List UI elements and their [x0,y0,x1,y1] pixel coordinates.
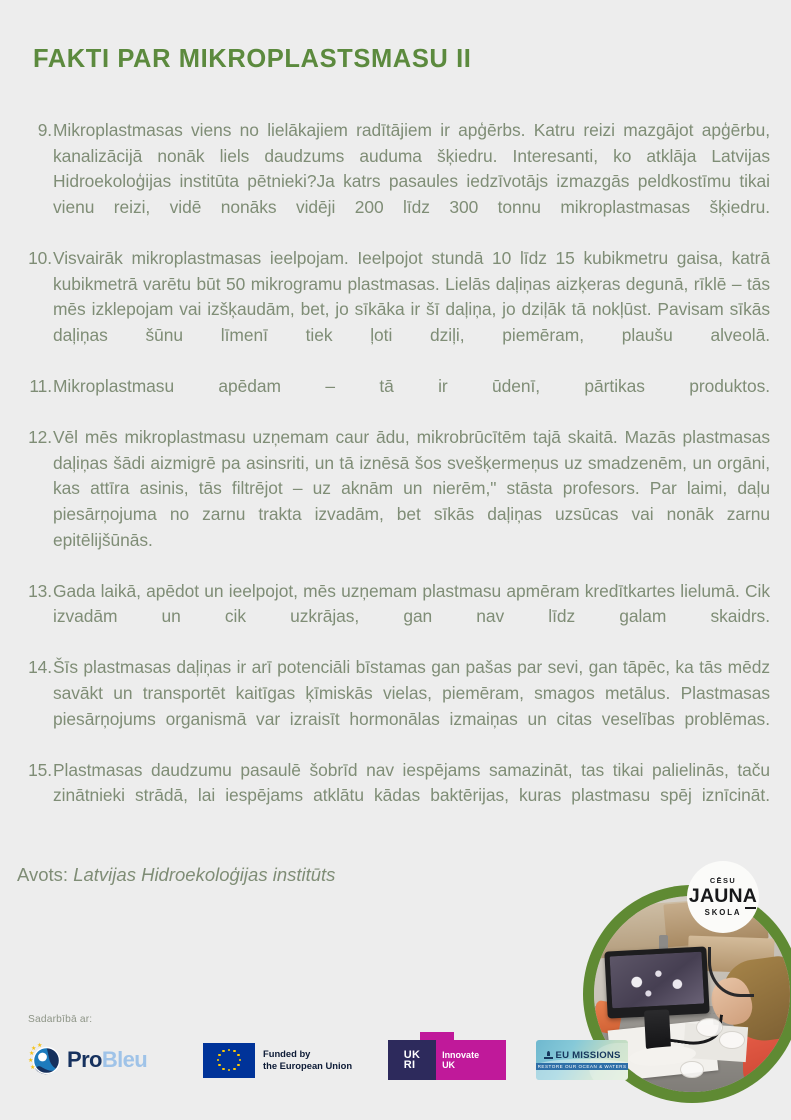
partners-label: Sadarbībā ar: [28,1014,93,1025]
list-item-text: Visvairāk mikroplastmasas ieelpojam. Ieelpojot stundā 10 līdz 15 kubikmetru gaisa, katrā kubikmetrā varētu būt 50 mikrogramu plastmasas. Lielās daļiņas aizķeras degunā, rīklē – tās mēs izklepojam vai izšķaudām, bet, jo sīkāka ir šī daļiņa, jo dziļāk tā nokļūst. Pavisam sīkās daļiņas šūnu līmenī tiek ļoti dziļi, piemēram, plaušu alveolā. [53,247,770,345]
school-logo [687,861,759,933]
ukri-letters-line2: RI [403,1059,416,1071]
innovate-uk-box [436,1040,506,1080]
photo-petri-dish [719,1031,745,1049]
list-item-number: 14. [28,657,52,678]
ukri-box [388,1040,436,1080]
source-line [17,864,335,886]
photo-screen [609,951,703,1008]
source-label: Avots: [17,864,69,885]
list-item [22,425,770,579]
page-title: FAKTI PAR MIKROPLASTSMASU II [33,45,472,73]
ukri-letters [404,1050,421,1071]
probleu-word-bleu: Bleu [101,1047,148,1072]
photo-monitor [604,946,709,1018]
list-item-number: 9. [37,120,52,140]
school-logo-middle [688,884,758,907]
probleu-wordmark [67,1047,147,1073]
eu-star-icon: ★ [28,1058,34,1064]
list-item-number: 12. [28,427,52,448]
eu-funding-line1: Funded by [263,1047,311,1059]
list-item-number: 13. [28,580,52,601]
photo-petri-dish [680,1061,704,1079]
list-item [22,758,770,835]
eu-star-icon: ★ [30,1065,36,1071]
eu-star-icon: ★ [29,1051,35,1057]
list-item [22,374,770,425]
eu-funding-text [263,1048,352,1073]
list-item-number: 10. [28,247,52,268]
eu-missions-content [536,1040,628,1080]
list-item [22,579,770,656]
probleu-logo [28,1038,173,1082]
eu-funding-logo [203,1043,352,1078]
eu-missions-subtitle: RESTORE OUR OCEAN & WATERS [536,1063,628,1071]
probleu-mark-icon [28,1042,64,1078]
list-item [22,118,770,246]
facts-list [22,118,770,835]
list-item [22,655,770,757]
list-item-text: Šīs plastmasas daļiņas ir arī potenciāli bīstamas gan pašas par sevi, gan tāpēc, ka tās mēdz savākt un transportēt kaitīgas ķīmiskās vielas, piemēram, smagos metālus. Plastmasas piesārņojums organismā var izraisīt hormonālas izmaiņas un citas veselības problēmas. [53,657,770,729]
macron-accent [745,907,756,909]
school-logo-middle-text: JAUNA [688,884,758,907]
eu-missions-title: EU MISSIONS [555,1049,621,1061]
eu-star-icon: ★ [37,1043,43,1049]
school-logo-bottom: SKOLA [704,908,742,918]
innovate-line1: Innovate [442,1050,480,1060]
partner-logos [28,1038,628,1082]
list-item-text: Vēl mēs mikroplastmasu uzņemam caur ādu, mikrobrūcītēm tajā skaitā. Mazās plastmasas daļiņas šādi aizmigrē pa asinsriti, un tā iznēsā šos svešķermeņus uz smadzenēm, un orgāni, kas attīra asinis, tās filtrējot – uz aknām un nierēm," stāsta profesors. Par laimi, daļu piesārņojuma no zarnu trakta izvadām, bet sīkās daļiņas uzsūcas vai nonāk zarnu epitēlijšūnās. [53,427,770,550]
list-item-text: Mikroplastmasas viens no lielākajiem radītājiem ir apģērbs. Katru reizi mazgājot apģērbu, kanalizācijā nonāk liels daudzums auduma šķiedru. Interesanti, ko atklāja Latvijas Hidroekoloģijas institūta pētnieki?Ja katrs pasaules iedzīvotājs izmazgās peldkostīmu tikai vienu reizi, vidē nonāks vidēji 200 līdz 300 tonnu mikroplastmasas šķiedru. [53,120,770,217]
eu-flag-icon [203,1043,255,1078]
ukri-innovate-logo [388,1040,506,1080]
list-item-number: 15. [28,759,52,780]
eu-funding-line2: the European Union [263,1060,353,1071]
eu-star-icon: ★ [31,1046,37,1052]
eu-missions-logo [536,1040,628,1080]
list-item-number: 11. [29,375,52,396]
water-drop-icon [544,1051,553,1060]
list-item-text: Gada laikā, apēdot un ieelpojot, mēs uzņemam plastmasu apmēram kredītkartes lielumā. Cik izvadām un cik uzkrājas, gan nav līdz galam skaidrs. [53,580,770,627]
probleu-word-pro: Pro [67,1047,102,1072]
ukri-letters-line1: UK [403,1048,421,1061]
eu-missions-title-row [544,1050,621,1061]
innovate-line2: UK [442,1060,456,1070]
list-item-text: Plastmasas daudzumu pasaulē šobrīd nav iespējams samazināt, tas tikai palielinās, taču zinātnieki strādā, lai iespējams atklātu kādas baktērijas, kuras plastmasu spēj iznīcināt. [53,759,770,806]
innovate-uk-text [442,1050,479,1070]
source-value: Latvijas Hidroekoloģijas institūts [73,864,336,885]
school-logo-top: CĒSU [709,876,737,886]
list-item-text: Mikroplastmasu apēdam – tā ir ūdenī, pārtikas produktos. [53,375,770,396]
list-item [22,246,770,374]
